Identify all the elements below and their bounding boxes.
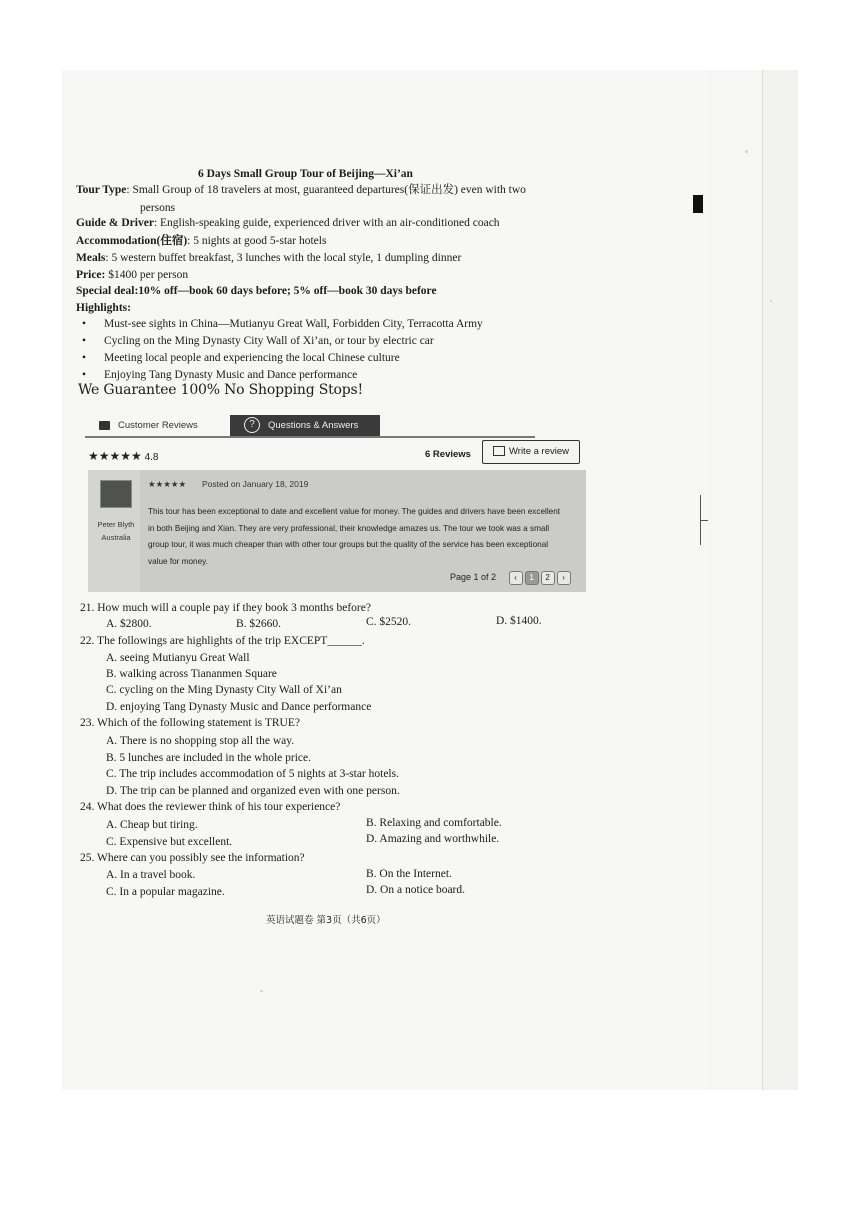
option: A. There is no shopping stop all the way.: [106, 735, 295, 747]
option: C. In a popular magazine.: [106, 886, 225, 898]
page-footer: 英语试题卷 第3页（共6页）: [266, 915, 386, 926]
review-tabs: [85, 415, 535, 437]
tab-questions-answers[interactable]: [230, 415, 380, 437]
option: B. $2660.: [236, 618, 282, 630]
price-line: [76, 268, 188, 282]
scan-speck: [770, 300, 772, 302]
scan-speck: [260, 990, 263, 992]
option: D. $1400.: [496, 615, 542, 627]
option: B. 5 lunches are included in the whole price.: [106, 752, 312, 764]
review-icon: [99, 421, 110, 430]
reviewer-country: Australia: [101, 533, 131, 542]
scan-mark: [693, 195, 703, 213]
write-review-button[interactable]: [482, 440, 580, 464]
question-22: 22. The followings are highlights of the trip EXCEPT______.: [80, 635, 365, 647]
review-stars-icon: ★★★★★: [148, 479, 187, 489]
review-count: 6 Reviews: [425, 449, 471, 460]
option: D. Amazing and worthwhile.: [366, 833, 500, 845]
question-icon: ?: [244, 417, 260, 433]
price-label: Price:: [76, 269, 106, 281]
prev-page-button[interactable]: ‹: [509, 571, 523, 585]
option: A. $2800.: [106, 618, 152, 630]
price-value: $1400 per person: [105, 269, 189, 281]
review-content: [140, 470, 586, 592]
tab-customer-reviews-label: Customer Reviews: [118, 420, 198, 431]
highlight-item: • Cycling on the Ming Dynasty City Wall of Xi’an, or tour by electric car: [104, 334, 434, 348]
question-25: 25. Where can you possibly see the information?: [80, 852, 305, 864]
option: C. $2520.: [366, 616, 412, 628]
highlight-item: • Meeting local people and experiencing the local Chinese culture: [104, 351, 400, 365]
question-21: 21. How much will a couple pay if they book 3 months before?: [80, 602, 371, 614]
highlight-item: • Enjoying Tang Dynasty Music and Dance performance: [104, 368, 357, 382]
scan-line: [700, 520, 708, 521]
accommodation-label: Accommodation(住宿): [76, 235, 188, 247]
option: D. The trip can be planned and organized even with one person.: [106, 785, 400, 797]
accommodation-value: : 5 nights at good 5-star hotels: [187, 235, 327, 247]
option: D. enjoying Tang Dynasty Music and Dance performance: [106, 701, 372, 713]
guide-label: Guide & Driver: [76, 217, 154, 229]
question-24: 24. What does the reviewer think of his tour experience?: [80, 801, 341, 813]
option: A. In a travel book.: [106, 869, 196, 881]
avatar: [100, 480, 132, 508]
option: B. Relaxing and comfortable.: [366, 817, 502, 829]
reviewer-info: [92, 518, 140, 544]
option: C. The trip includes accommodation of 5 nights at 3-star hotels.: [106, 768, 399, 780]
option: B. walking across Tiananmen Square: [106, 668, 277, 680]
tab-questions-answers-label: Questions & Answers: [268, 420, 359, 431]
special-deal: Special deal:10% off—book 60 days before; 5% off—book 30 days before: [76, 285, 437, 297]
pagination: [450, 569, 571, 585]
guarantee-text: We Guarantee 100% No Shopping Stops!: [78, 382, 363, 398]
tour-type-line: [76, 183, 526, 197]
tour-type-value: : Small Group of 18 travelers at most, guaranteed departures(保证出发) even with two: [126, 184, 526, 196]
tab-underline: [85, 436, 535, 438]
option: A. Cheap but tiring.: [106, 819, 198, 831]
question-23: 23. Which of the following statement is TRUE?: [80, 717, 300, 729]
highlights-label: Highlights:: [76, 302, 131, 314]
page-label: Page 1 of 2: [450, 572, 497, 582]
reviewer-name: Peter Blyth: [97, 520, 135, 529]
page-1-button[interactable]: 1: [525, 571, 539, 585]
option: B. On the Internet.: [366, 868, 452, 880]
review-date: Posted on January 18, 2019: [202, 479, 309, 489]
scan-speck: [745, 150, 748, 153]
rating-value: 4.8: [144, 452, 159, 463]
write-review-label: Write a review: [508, 446, 569, 457]
tour-type-cont: persons: [140, 202, 176, 214]
next-page-button[interactable]: ›: [557, 571, 571, 585]
meals-value: : 5 western buffet breakfast, 3 lunches with the local style, 1 dumpling dinner: [105, 252, 462, 264]
page-edge-strip: [762, 70, 798, 1090]
meals-label: Meals: [76, 252, 106, 264]
meals-line: [76, 251, 461, 265]
guide-value: : English-speaking guide, experienced driver with an air-conditioned coach: [153, 217, 500, 229]
tour-title: 6 Days Small Group Tour of Beijing—Xi’an: [198, 168, 413, 180]
option: A. seeing Mutianyu Great Wall: [106, 652, 250, 664]
page-2-button[interactable]: 2: [541, 571, 555, 585]
tab-customer-reviews[interactable]: [85, 415, 225, 437]
review-card: [88, 470, 586, 592]
overall-rating: [88, 448, 158, 466]
option: C. Expensive but excellent.: [106, 836, 233, 848]
guide-line: [76, 216, 500, 230]
accommodation-line: [76, 234, 326, 248]
option: D. On a notice board.: [366, 884, 465, 896]
highlight-item: • Must-see sights in China—Mutianyu Great Wall, Forbidden City, Terracotta Army: [104, 317, 483, 331]
tour-type-label: Tour Type: [76, 184, 127, 196]
pencil-icon: [493, 446, 505, 456]
option: C. cycling on the Ming Dynasty City Wall of Xi’an: [106, 684, 342, 696]
rating-stars-icon: ★★★★★: [88, 449, 142, 463]
review-text: This tour has been exceptional to date and excellent value for money. The guides and drivers have been excellent in both Beijing and Xian. They are very professional, their knowledge amazes us. The tour we took was a small group tour, it was much cheaper than with other tour groups but the quality of the service has been exceptional value for money.: [148, 507, 561, 566]
